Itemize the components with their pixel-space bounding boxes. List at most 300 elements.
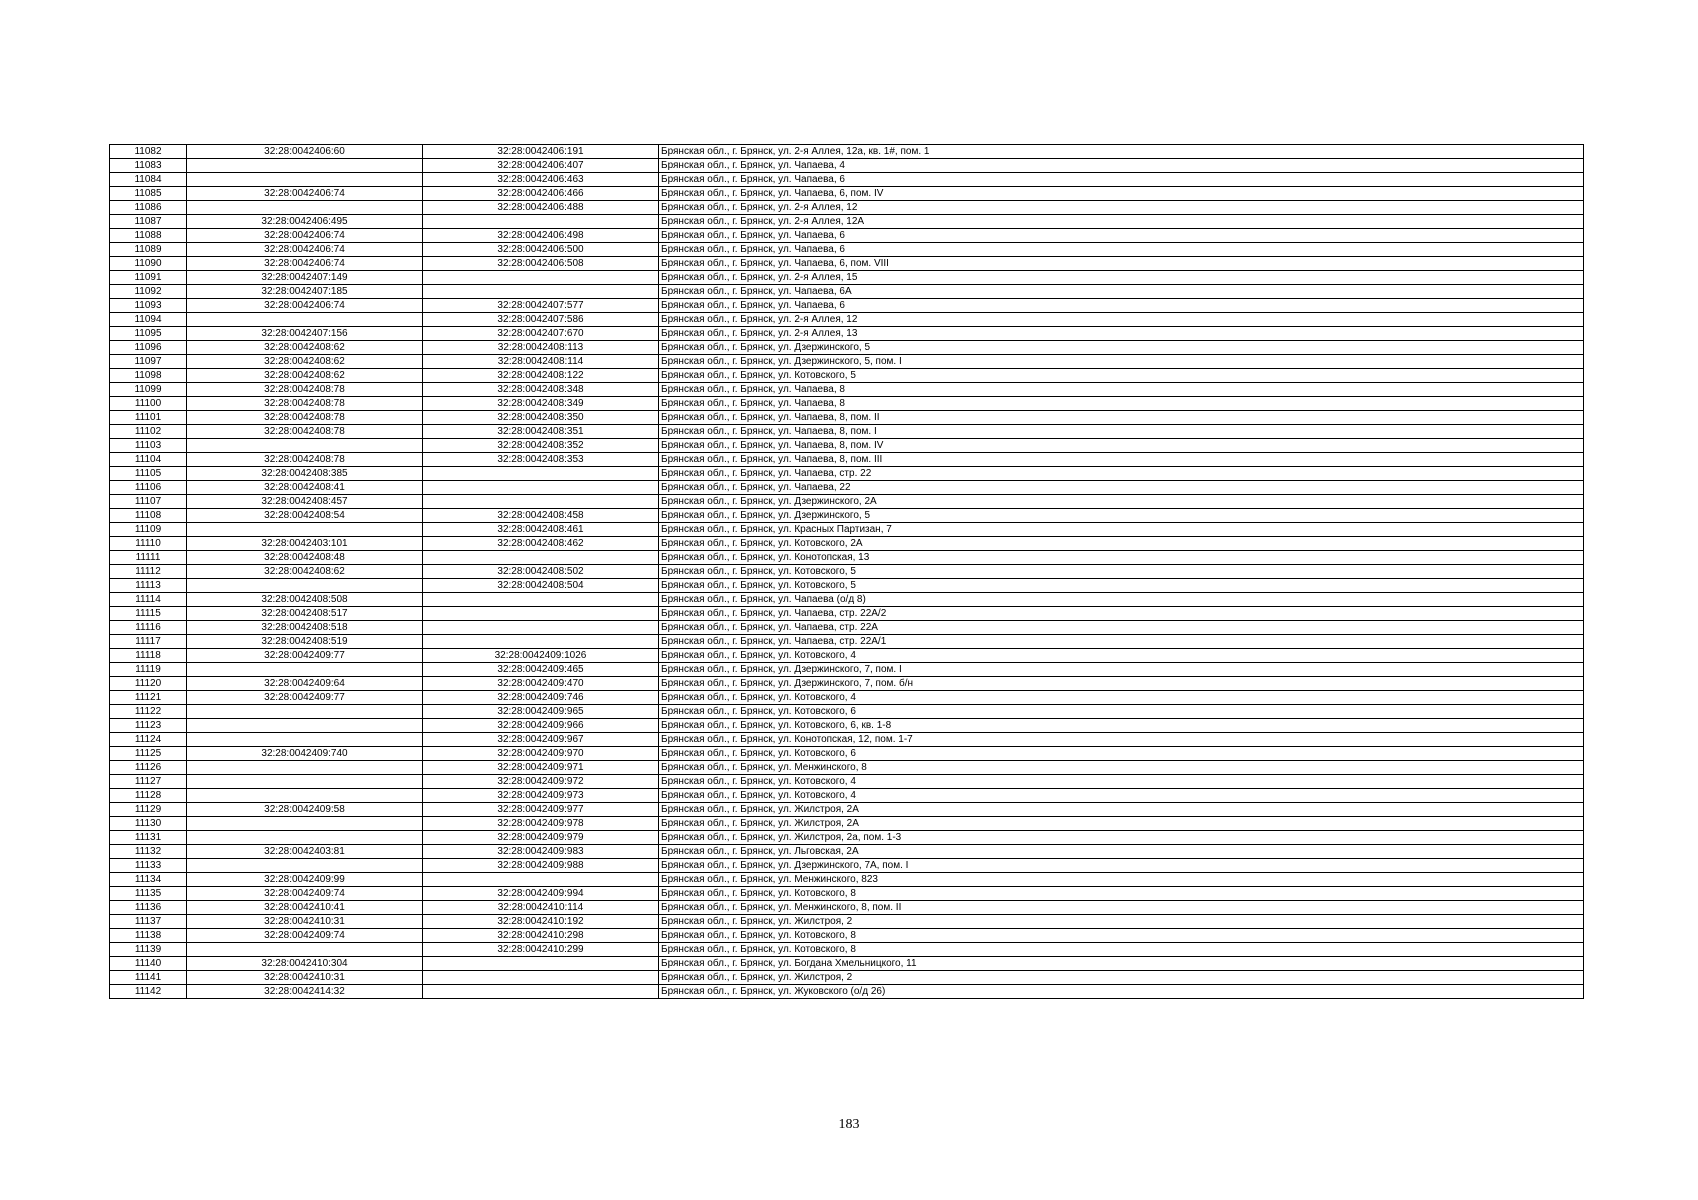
- building-number-cell: 32:28:0042408:461: [423, 523, 659, 537]
- land-plot-number-cell: 32:28:0042409:74: [187, 887, 423, 901]
- building-number-cell: 32:28:0042408:113: [423, 341, 659, 355]
- building-number-cell: 32:28:0042409:965: [423, 705, 659, 719]
- address-cell: Брянская обл., г. Брянск, ул. Чапаева, 6: [659, 173, 1584, 187]
- address-cell: Брянская обл., г. Брянск, ул. Чапаева, стр. 22А/1: [659, 635, 1584, 649]
- land-plot-number-cell: 32:28:0042406:74: [187, 187, 423, 201]
- row-number-cell: 11126: [110, 761, 187, 775]
- table-row: [110, 215, 1584, 229]
- building-number-cell: 32:28:0042409:1026: [423, 649, 659, 663]
- land-plot-number-cell: 32:28:0042408:508: [187, 593, 423, 607]
- land-plot-number-cell: 32:28:0042408:385: [187, 467, 423, 481]
- building-number-cell: 32:28:0042408:351: [423, 425, 659, 439]
- address-cell: Брянская обл., г. Брянск, ул. Конотопская, 13: [659, 551, 1584, 565]
- table-row: [110, 187, 1584, 201]
- land-plot-number-cell: 32:28:0042408:62: [187, 355, 423, 369]
- land-plot-number-cell: 32:28:0042406:74: [187, 243, 423, 257]
- building-number-cell: 32:28:0042409:971: [423, 761, 659, 775]
- land-plot-number-cell: 32:28:0042406:60: [187, 145, 423, 159]
- table-row: [110, 985, 1584, 999]
- row-number-cell: 11118: [110, 649, 187, 663]
- address-cell: Брянская обл., г. Брянск, ул. Чапаева, 6, пом. IV: [659, 187, 1584, 201]
- building-number-cell: 32:28:0042406:500: [423, 243, 659, 257]
- building-number-cell: [423, 593, 659, 607]
- table-row: [110, 145, 1584, 159]
- address-cell: Брянская обл., г. Брянск, ул. Льговская, 2А: [659, 845, 1584, 859]
- row-number-cell: 11142: [110, 985, 187, 999]
- table-row: [110, 257, 1584, 271]
- address-cell: Брянская обл., г. Брянск, ул. 2-я Аллея, 12а, кв. 1#, пом. 1: [659, 145, 1584, 159]
- row-number-cell: 11105: [110, 467, 187, 481]
- row-number-cell: 11139: [110, 943, 187, 957]
- land-plot-number-cell: 32:28:0042409:58: [187, 803, 423, 817]
- row-number-cell: 11124: [110, 733, 187, 747]
- address-cell: Брянская обл., г. Брянск, ул. Чапаева, 6: [659, 243, 1584, 257]
- address-cell: Брянская обл., г. Брянск, ул. Жилстроя, 2А: [659, 803, 1584, 817]
- table-row: [110, 845, 1584, 859]
- row-number-cell: 11082: [110, 145, 187, 159]
- row-number-cell: 11129: [110, 803, 187, 817]
- table-row: [110, 789, 1584, 803]
- address-cell: Брянская обл., г. Брянск, ул. Чапаева, 6А: [659, 285, 1584, 299]
- address-cell: Брянская обл., г. Брянск, ул. Менжинского, 8: [659, 761, 1584, 775]
- address-cell: Брянская обл., г. Брянск, ул. Чапаева, стр. 22А/2: [659, 607, 1584, 621]
- row-number-cell: 11083: [110, 159, 187, 173]
- registry-table-body: [110, 145, 1584, 999]
- table-row: [110, 859, 1584, 873]
- table-row: [110, 481, 1584, 495]
- land-plot-number-cell: 32:28:0042408:78: [187, 397, 423, 411]
- address-cell: Брянская обл., г. Брянск, ул. Котовского, 5: [659, 369, 1584, 383]
- address-cell: Брянская обл., г. Брянск, ул. Чапаева (о/д 8): [659, 593, 1584, 607]
- table-row: [110, 705, 1584, 719]
- table-row: [110, 565, 1584, 579]
- building-number-cell: 32:28:0042408:502: [423, 565, 659, 579]
- land-plot-number-cell: 32:28:0042408:78: [187, 425, 423, 439]
- table-row: [110, 537, 1584, 551]
- row-number-cell: 11088: [110, 229, 187, 243]
- building-number-cell: 32:28:0042406:508: [423, 257, 659, 271]
- address-cell: Брянская обл., г. Брянск, ул. Чапаева, стр. 22: [659, 467, 1584, 481]
- building-number-cell: 32:28:0042409:972: [423, 775, 659, 789]
- address-cell: Брянская обл., г. Брянск, ул. Чапаева, 8, пом. III: [659, 453, 1584, 467]
- land-plot-number-cell: 32:28:0042410:41: [187, 901, 423, 915]
- row-number-cell: 11112: [110, 565, 187, 579]
- building-number-cell: [423, 873, 659, 887]
- table-row: [110, 803, 1584, 817]
- address-cell: Брянская обл., г. Брянск, ул. Чапаева, 6: [659, 229, 1584, 243]
- table-row: [110, 327, 1584, 341]
- address-cell: Брянская обл., г. Брянск, ул. Менжинского, 823: [659, 873, 1584, 887]
- land-plot-number-cell: 32:28:0042408:519: [187, 635, 423, 649]
- row-number-cell: 11117: [110, 635, 187, 649]
- address-cell: Брянская обл., г. Брянск, ул. Котовского, 5: [659, 579, 1584, 593]
- land-plot-number-cell: 32:28:0042403:101: [187, 537, 423, 551]
- building-number-cell: 32:28:0042409:970: [423, 747, 659, 761]
- building-number-cell: 32:28:0042406:498: [423, 229, 659, 243]
- address-cell: Брянская обл., г. Брянск, ул. 2-я Аллея, 12: [659, 313, 1584, 327]
- land-plot-number-cell: [187, 817, 423, 831]
- land-plot-number-cell: 32:28:0042409:77: [187, 691, 423, 705]
- building-number-cell: 32:28:0042408:504: [423, 579, 659, 593]
- land-plot-number-cell: 32:28:0042403:81: [187, 845, 423, 859]
- row-number-cell: 11095: [110, 327, 187, 341]
- table-row: [110, 495, 1584, 509]
- land-plot-number-cell: 32:28:0042409:99: [187, 873, 423, 887]
- table-row: [110, 159, 1584, 173]
- building-number-cell: 32:28:0042406:488: [423, 201, 659, 215]
- land-plot-number-cell: 32:28:0042410:31: [187, 971, 423, 985]
- table-row: [110, 201, 1584, 215]
- address-cell: Брянская обл., г. Брянск, ул. Котовского, 4: [659, 691, 1584, 705]
- land-plot-number-cell: 32:28:0042408:62: [187, 369, 423, 383]
- address-cell: Брянская обл., г. Брянск, ул. Котовского, 8: [659, 929, 1584, 943]
- table-row: [110, 397, 1584, 411]
- table-row: [110, 425, 1584, 439]
- address-cell: Брянская обл., г. Брянск, ул. 2-я Аллея, 15: [659, 271, 1584, 285]
- table-row: [110, 957, 1584, 971]
- table-row: [110, 173, 1584, 187]
- address-cell: Брянская обл., г. Брянск, ул. Жилстроя, 2: [659, 971, 1584, 985]
- land-plot-number-cell: 32:28:0042408:78: [187, 411, 423, 425]
- building-number-cell: 32:28:0042409:465: [423, 663, 659, 677]
- address-cell: Брянская обл., г. Брянск, ул. Чапаева, 22: [659, 481, 1584, 495]
- table-row: [110, 551, 1584, 565]
- land-plot-number-cell: 32:28:0042407:185: [187, 285, 423, 299]
- table-row: [110, 285, 1584, 299]
- row-number-cell: 11087: [110, 215, 187, 229]
- land-plot-number-cell: [187, 313, 423, 327]
- address-cell: Брянская обл., г. Брянск, ул. Чапаева, 4: [659, 159, 1584, 173]
- land-plot-number-cell: 32:28:0042408:48: [187, 551, 423, 565]
- building-number-cell: [423, 957, 659, 971]
- address-cell: Брянская обл., г. Брянск, ул. Чапаева, 8: [659, 383, 1584, 397]
- land-plot-number-cell: [187, 159, 423, 173]
- address-cell: Брянская обл., г. Брянск, ул. Котовского, 4: [659, 775, 1584, 789]
- land-plot-number-cell: 32:28:0042409:77: [187, 649, 423, 663]
- land-plot-number-cell: 32:28:0042407:149: [187, 271, 423, 285]
- building-number-cell: 32:28:0042410:299: [423, 943, 659, 957]
- row-number-cell: 11085: [110, 187, 187, 201]
- building-number-cell: 32:28:0042409:973: [423, 789, 659, 803]
- building-number-cell: [423, 215, 659, 229]
- address-cell: Брянская обл., г. Брянск, ул. Чапаева, стр. 22А: [659, 621, 1584, 635]
- building-number-cell: 32:28:0042409:470: [423, 677, 659, 691]
- row-number-cell: 11107: [110, 495, 187, 509]
- building-number-cell: 32:28:0042408:122: [423, 369, 659, 383]
- building-number-cell: [423, 285, 659, 299]
- land-plot-number-cell: [187, 761, 423, 775]
- row-number-cell: 11089: [110, 243, 187, 257]
- land-plot-number-cell: [187, 831, 423, 845]
- building-number-cell: 32:28:0042408:348: [423, 383, 659, 397]
- address-cell: Брянская обл., г. Брянск, ул. Дзержинского, 7А, пом. I: [659, 859, 1584, 873]
- row-number-cell: 11134: [110, 873, 187, 887]
- table-row: [110, 383, 1584, 397]
- table-row: [110, 271, 1584, 285]
- address-cell: Брянская обл., г. Брянск, ул. Котовского, 8: [659, 887, 1584, 901]
- table-row: [110, 341, 1584, 355]
- row-number-cell: 11137: [110, 915, 187, 929]
- table-row: [110, 411, 1584, 425]
- address-cell: Брянская обл., г. Брянск, ул. Котовского, 6, кв. 1-8: [659, 719, 1584, 733]
- row-number-cell: 11133: [110, 859, 187, 873]
- row-number-cell: 11103: [110, 439, 187, 453]
- land-plot-number-cell: 32:28:0042408:518: [187, 621, 423, 635]
- building-number-cell: 32:28:0042406:191: [423, 145, 659, 159]
- building-number-cell: 32:28:0042409:977: [423, 803, 659, 817]
- building-number-cell: [423, 607, 659, 621]
- address-cell: Брянская обл., г. Брянск, ул. Богдана Хмельницкого, 11: [659, 957, 1584, 971]
- address-cell: Брянская обл., г. Брянск, ул. Красных Партизан, 7: [659, 523, 1584, 537]
- row-number-cell: 11101: [110, 411, 187, 425]
- land-plot-number-cell: 32:28:0042408:78: [187, 453, 423, 467]
- land-plot-number-cell: [187, 859, 423, 873]
- table-row: [110, 467, 1584, 481]
- land-plot-number-cell: 32:28:0042408:41: [187, 481, 423, 495]
- land-plot-number-cell: 32:28:0042408:517: [187, 607, 423, 621]
- row-number-cell: 11108: [110, 509, 187, 523]
- land-plot-number-cell: [187, 705, 423, 719]
- row-number-cell: 11135: [110, 887, 187, 901]
- row-number-cell: 11131: [110, 831, 187, 845]
- row-number-cell: 11091: [110, 271, 187, 285]
- address-cell: Брянская обл., г. Брянск, ул. Жилстроя, 2а, пом. 1-3: [659, 831, 1584, 845]
- building-number-cell: 32:28:0042408:462: [423, 537, 659, 551]
- address-cell: Брянская обл., г. Брянск, ул. Дзержинского, 5: [659, 341, 1584, 355]
- building-number-cell: 32:28:0042408:349: [423, 397, 659, 411]
- land-plot-number-cell: [187, 733, 423, 747]
- address-cell: Брянская обл., г. Брянск, ул. Чапаева, 6: [659, 299, 1584, 313]
- row-number-cell: 11132: [110, 845, 187, 859]
- row-number-cell: 11115: [110, 607, 187, 621]
- land-plot-number-cell: 32:28:0042408:78: [187, 383, 423, 397]
- building-number-cell: [423, 271, 659, 285]
- building-number-cell: [423, 621, 659, 635]
- row-number-cell: 11125: [110, 747, 187, 761]
- table-row: [110, 607, 1584, 621]
- building-number-cell: 32:28:0042410:192: [423, 915, 659, 929]
- table-row: [110, 439, 1584, 453]
- building-number-cell: [423, 481, 659, 495]
- building-number-cell: 32:28:0042408:352: [423, 439, 659, 453]
- table-row: [110, 873, 1584, 887]
- address-cell: Брянская обл., г. Брянск, ул. Дзержинского, 7, пом. б/н: [659, 677, 1584, 691]
- land-plot-number-cell: 32:28:0042408:62: [187, 565, 423, 579]
- address-cell: Брянская обл., г. Брянск, ул. Котовского, 8: [659, 943, 1584, 957]
- building-number-cell: 32:28:0042409:966: [423, 719, 659, 733]
- land-plot-number-cell: 32:28:0042414:32: [187, 985, 423, 999]
- row-number-cell: 11092: [110, 285, 187, 299]
- table-row: [110, 929, 1584, 943]
- land-plot-number-cell: 32:28:0042410:31: [187, 915, 423, 929]
- row-number-cell: 11128: [110, 789, 187, 803]
- building-number-cell: [423, 551, 659, 565]
- address-cell: Брянская обл., г. Брянск, ул. Дзержинского, 5, пом. I: [659, 355, 1584, 369]
- row-number-cell: 11106: [110, 481, 187, 495]
- table-row: [110, 971, 1584, 985]
- address-cell: Брянская обл., г. Брянск, ул. Чапаева, 8, пом. I: [659, 425, 1584, 439]
- building-number-cell: [423, 985, 659, 999]
- land-plot-number-cell: [187, 201, 423, 215]
- table-row: [110, 817, 1584, 831]
- row-number-cell: 11093: [110, 299, 187, 313]
- table-row: [110, 775, 1584, 789]
- table-row: [110, 355, 1584, 369]
- row-number-cell: 11111: [110, 551, 187, 565]
- address-cell: Брянская обл., г. Брянск, ул. Дзержинского, 5: [659, 509, 1584, 523]
- building-number-cell: 32:28:0042406:463: [423, 173, 659, 187]
- row-number-cell: 11099: [110, 383, 187, 397]
- land-plot-number-cell: 32:28:0042410:304: [187, 957, 423, 971]
- table-row: [110, 761, 1584, 775]
- row-number-cell: 11140: [110, 957, 187, 971]
- row-number-cell: 11090: [110, 257, 187, 271]
- address-cell: Брянская обл., г. Брянск, ул. Котовского, 6: [659, 747, 1584, 761]
- page-number: 183: [838, 1117, 860, 1132]
- table-row: [110, 663, 1584, 677]
- registry-table: [109, 144, 1584, 999]
- land-plot-number-cell: [187, 719, 423, 733]
- building-number-cell: 32:28:0042409:967: [423, 733, 659, 747]
- table-row: [110, 523, 1584, 537]
- row-number-cell: 11113: [110, 579, 187, 593]
- row-number-cell: 11121: [110, 691, 187, 705]
- address-cell: Брянская обл., г. Брянск, ул. Котовского, 6: [659, 705, 1584, 719]
- table-row: [110, 831, 1584, 845]
- land-plot-number-cell: [187, 439, 423, 453]
- row-number-cell: 11100: [110, 397, 187, 411]
- table-row: [110, 943, 1584, 957]
- land-plot-number-cell: [187, 775, 423, 789]
- row-number-cell: 11086: [110, 201, 187, 215]
- address-cell: Брянская обл., г. Брянск, ул. Чапаева, 6, пом. VIII: [659, 257, 1584, 271]
- table-row: [110, 887, 1584, 901]
- row-number-cell: 11094: [110, 313, 187, 327]
- table-row: [110, 243, 1584, 257]
- land-plot-number-cell: 32:28:0042408:457: [187, 495, 423, 509]
- land-plot-number-cell: [187, 663, 423, 677]
- building-number-cell: [423, 971, 659, 985]
- row-number-cell: 11120: [110, 677, 187, 691]
- address-cell: Брянская обл., г. Брянск, ул. Котовского, 4: [659, 789, 1584, 803]
- address-cell: Брянская обл., г. Брянск, ул. Жилстроя, 2А: [659, 817, 1584, 831]
- building-number-cell: 32:28:0042410:298: [423, 929, 659, 943]
- land-plot-number-cell: 32:28:0042408:62: [187, 341, 423, 355]
- table-row: [110, 691, 1584, 705]
- building-number-cell: 32:28:0042409:988: [423, 859, 659, 873]
- row-number-cell: 11138: [110, 929, 187, 943]
- address-cell: Брянская обл., г. Брянск, ул. Менжинского, 8, пом. II: [659, 901, 1584, 915]
- address-cell: Брянская обл., г. Брянск, ул. Дзержинского, 7, пом. I: [659, 663, 1584, 677]
- row-number-cell: 11084: [110, 173, 187, 187]
- row-number-cell: 11104: [110, 453, 187, 467]
- building-number-cell: 32:28:0042409:746: [423, 691, 659, 705]
- row-number-cell: 11123: [110, 719, 187, 733]
- row-number-cell: 11116: [110, 621, 187, 635]
- row-number-cell: 11097: [110, 355, 187, 369]
- building-number-cell: 32:28:0042408:114: [423, 355, 659, 369]
- address-cell: Брянская обл., г. Брянск, ул. Котовского, 5: [659, 565, 1584, 579]
- address-cell: Брянская обл., г. Брянск, ул. Чапаева, 8, пом. IV: [659, 439, 1584, 453]
- address-cell: Брянская обл., г. Брянск, ул. Жуковского (о/д 26): [659, 985, 1584, 999]
- building-number-cell: 32:28:0042406:407: [423, 159, 659, 173]
- table-row: [110, 915, 1584, 929]
- address-cell: Брянская обл., г. Брянск, ул. Котовского, 4: [659, 649, 1584, 663]
- row-number-cell: 11130: [110, 817, 187, 831]
- land-plot-number-cell: 32:28:0042406:495: [187, 215, 423, 229]
- table-row: [110, 229, 1584, 243]
- land-plot-number-cell: 32:28:0042406:74: [187, 299, 423, 313]
- table-row: [110, 369, 1584, 383]
- land-plot-number-cell: 32:28:0042409:64: [187, 677, 423, 691]
- row-number-cell: 11141: [110, 971, 187, 985]
- building-number-cell: 32:28:0042409:983: [423, 845, 659, 859]
- table-row: [110, 579, 1584, 593]
- table-row: [110, 509, 1584, 523]
- land-plot-number-cell: 32:28:0042409:740: [187, 747, 423, 761]
- table-row: [110, 299, 1584, 313]
- table-row: [110, 747, 1584, 761]
- address-cell: Брянская обл., г. Брянск, ул. Конотопская, 12, пом. 1-7: [659, 733, 1584, 747]
- building-number-cell: 32:28:0042406:466: [423, 187, 659, 201]
- table-row: [110, 733, 1584, 747]
- row-number-cell: 11122: [110, 705, 187, 719]
- address-cell: Брянская обл., г. Брянск, ул. Чапаева, 8, пом. II: [659, 411, 1584, 425]
- building-number-cell: 32:28:0042409:978: [423, 817, 659, 831]
- table-row: [110, 453, 1584, 467]
- row-number-cell: 11102: [110, 425, 187, 439]
- row-number-cell: 11127: [110, 775, 187, 789]
- address-cell: Брянская обл., г. Брянск, ул. Котовского, 2А: [659, 537, 1584, 551]
- table-row: [110, 313, 1584, 327]
- address-cell: Брянская обл., г. Брянск, ул. 2-я Аллея, 12: [659, 201, 1584, 215]
- address-cell: Брянская обл., г. Брянск, ул. Жилстроя, 2: [659, 915, 1584, 929]
- building-number-cell: 32:28:0042408:353: [423, 453, 659, 467]
- land-plot-number-cell: [187, 943, 423, 957]
- address-cell: Брянская обл., г. Брянск, ул. 2-я Аллея, 13: [659, 327, 1584, 341]
- table-row: [110, 901, 1584, 915]
- building-number-cell: 32:28:0042408:350: [423, 411, 659, 425]
- building-number-cell: 32:28:0042409:994: [423, 887, 659, 901]
- address-cell: Брянская обл., г. Брянск, ул. Дзержинского, 2А: [659, 495, 1584, 509]
- building-number-cell: 32:28:0042409:979: [423, 831, 659, 845]
- row-number-cell: 11109: [110, 523, 187, 537]
- row-number-cell: 11110: [110, 537, 187, 551]
- building-number-cell: [423, 467, 659, 481]
- building-number-cell: 32:28:0042407:577: [423, 299, 659, 313]
- land-plot-number-cell: [187, 523, 423, 537]
- land-plot-number-cell: 32:28:0042406:74: [187, 257, 423, 271]
- land-plot-number-cell: 32:28:0042406:74: [187, 229, 423, 243]
- table-row: [110, 649, 1584, 663]
- land-plot-number-cell: 32:28:0042409:74: [187, 929, 423, 943]
- land-plot-number-cell: [187, 579, 423, 593]
- row-number-cell: 11098: [110, 369, 187, 383]
- land-plot-number-cell: [187, 789, 423, 803]
- table-row: [110, 719, 1584, 733]
- row-number-cell: 11136: [110, 901, 187, 915]
- table-row: [110, 677, 1584, 691]
- building-number-cell: 32:28:0042407:586: [423, 313, 659, 327]
- land-plot-number-cell: [187, 173, 423, 187]
- row-number-cell: 11114: [110, 593, 187, 607]
- building-number-cell: 32:28:0042408:458: [423, 509, 659, 523]
- row-number-cell: 11119: [110, 663, 187, 677]
- row-number-cell: 11096: [110, 341, 187, 355]
- building-number-cell: [423, 635, 659, 649]
- land-plot-number-cell: 32:28:0042408:54: [187, 509, 423, 523]
- address-cell: Брянская обл., г. Брянск, ул. Чапаева, 8: [659, 397, 1584, 411]
